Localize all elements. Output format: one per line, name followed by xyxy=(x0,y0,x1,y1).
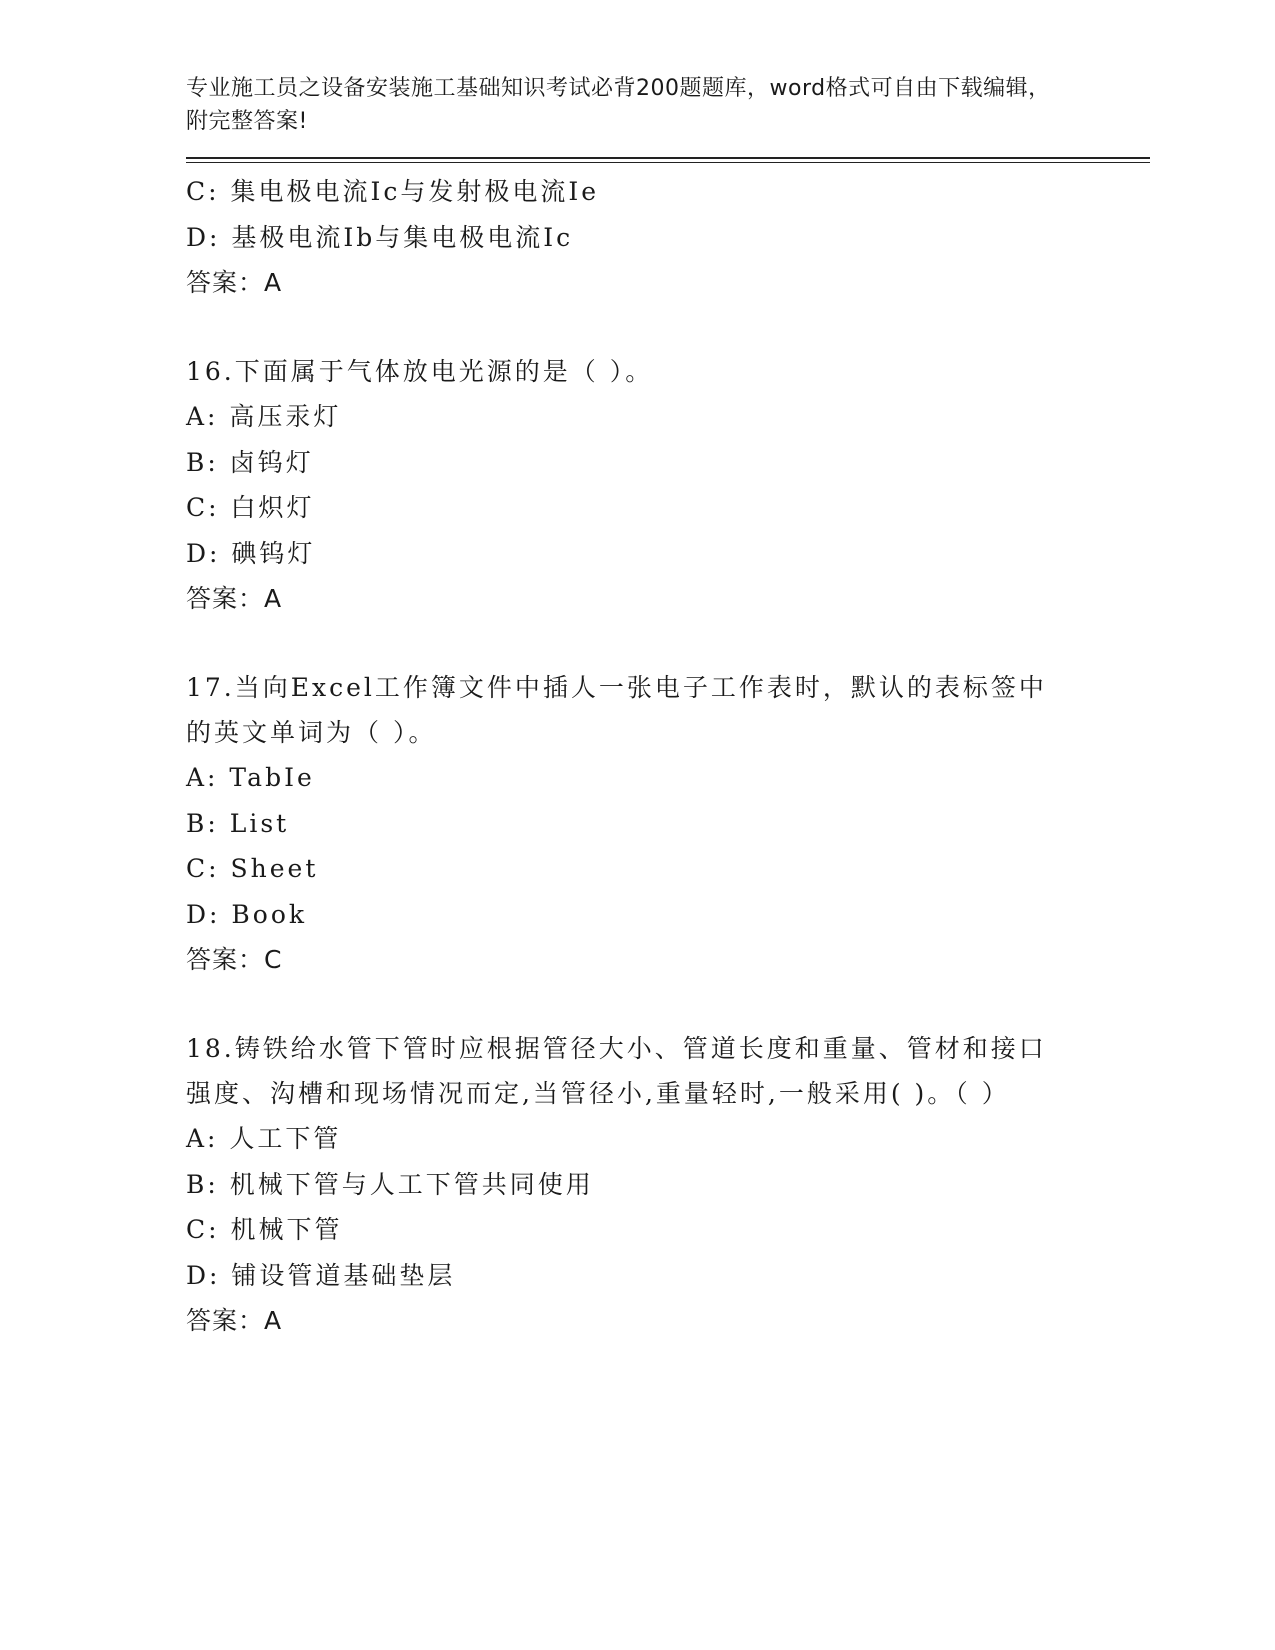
question-block-18 xyxy=(186,1026,1146,1343)
question-text: 16.下面属于气体放电光源的是（ ）。 xyxy=(186,357,654,386)
answer-line: 答案：A xyxy=(186,584,283,613)
question-spacer xyxy=(186,621,1146,665)
option-b: B: 卤钨灯 xyxy=(186,447,314,477)
answer-line: 答案：A xyxy=(186,268,283,297)
option-b: B: 机械下管与人工下管共同使用 xyxy=(186,1169,594,1199)
header-divider xyxy=(186,157,1150,163)
option-a: A: 人工下管 xyxy=(186,1124,342,1153)
option-d: D: 铺设管道基础垫层 xyxy=(186,1260,456,1290)
divider-thin-line xyxy=(186,162,1150,163)
option-d: D: Book xyxy=(186,899,308,929)
option-c: C: 白炽灯 xyxy=(186,493,315,522)
question-spacer xyxy=(186,305,1146,349)
question-block-partial xyxy=(186,169,1146,305)
option-a: A: TabIe xyxy=(186,763,315,792)
question-spacer xyxy=(186,982,1146,1026)
question-text: 17.当向Excel工作簿文件中插人一张电子工作表时，默认的表标签中的英文单词为（ ）。 xyxy=(186,673,1047,747)
question-block-17 xyxy=(186,665,1146,982)
question-list xyxy=(186,169,1146,1343)
document-page xyxy=(186,72,1146,1343)
option-a: A: 高压汞灯 xyxy=(186,402,342,431)
option-c: C: Sheet xyxy=(186,854,319,883)
question-block-16 xyxy=(186,349,1146,621)
option-d: D: 碘钨灯 xyxy=(186,538,316,568)
option-c: C: 机械下管 xyxy=(186,1215,343,1244)
answer-line: 答案：C xyxy=(186,945,283,974)
question-text: 18.铸铁给水管下管时应根据管径大小、管道长度和重量、管材和接口强度、沟槽和现场情况而定,当管径小,重量轻时,一般采用( )。（ ） xyxy=(186,1034,1047,1108)
divider-thick-line xyxy=(186,157,1150,159)
document-header: 专业施工员之设备安装施工基础知识考试必背200题题库，word格式可自由下载编辑，附完整答案! xyxy=(186,76,1051,134)
answer-line: 答案：A xyxy=(186,1306,283,1335)
option-b: B: List xyxy=(186,808,290,838)
option-d: D: 基极电流Ib与集电极电流Ic xyxy=(186,222,574,252)
option-c: C: 集电极电流Ic与发射极电流Ie xyxy=(186,177,600,206)
